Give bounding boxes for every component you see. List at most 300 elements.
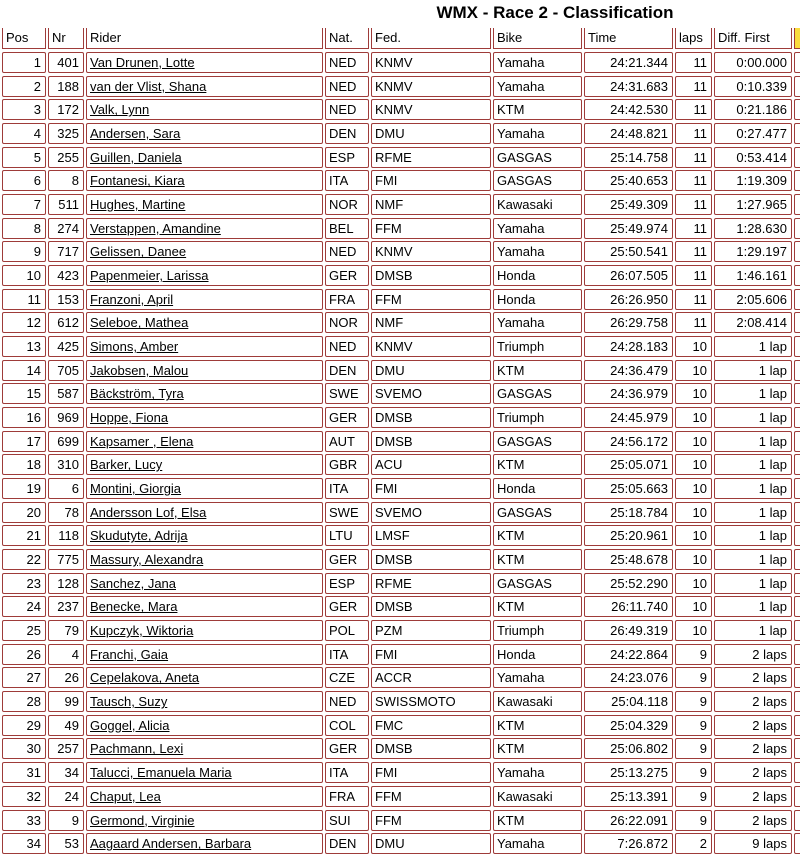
clipped-cell	[794, 123, 800, 144]
cell-fed: ACU	[371, 454, 491, 475]
cell-nr: 401	[48, 52, 84, 73]
cell-pos: 2	[2, 76, 46, 97]
cell-fed: KNMV	[371, 241, 491, 262]
cell-bike: Yamaha	[493, 218, 582, 239]
cell-time: 26:11.740	[584, 596, 673, 617]
cell-laps: 10	[675, 454, 712, 475]
table-row	[2, 810, 800, 831]
table-row	[2, 738, 800, 759]
clipped-cell	[794, 52, 800, 73]
cell-nr: 705	[48, 360, 84, 381]
cell-diff: 1 lap	[714, 620, 792, 641]
cell-rider: Massury, Alexandra	[86, 549, 323, 570]
clipped-cell	[794, 833, 800, 854]
cell-laps: 10	[675, 596, 712, 617]
table-row	[2, 241, 800, 262]
cell-time: 24:45.979	[584, 407, 673, 428]
cell-fed: RFME	[371, 573, 491, 594]
cell-pos: 27	[2, 667, 46, 688]
cell-nat: POL	[325, 620, 369, 641]
cell-diff: 1 lap	[714, 525, 792, 546]
cell-time: 7:26.872	[584, 833, 673, 854]
cell-rider: Skudutyte, Adrija	[86, 525, 323, 546]
cell-bike: Honda	[493, 644, 582, 665]
cell-nat: LTU	[325, 525, 369, 546]
cell-nr: 325	[48, 123, 84, 144]
cell-time: 25:04.329	[584, 715, 673, 736]
cell-laps: 10	[675, 407, 712, 428]
cell-nat: FRA	[325, 289, 369, 310]
cell-nr: 612	[48, 312, 84, 333]
table-row	[2, 454, 800, 475]
cell-bike: Honda	[493, 265, 582, 286]
cell-nr: 49	[48, 715, 84, 736]
cell-nat: GER	[325, 265, 369, 286]
cell-pos: 14	[2, 360, 46, 381]
cell-time: 26:07.505	[584, 265, 673, 286]
table-row	[2, 383, 800, 404]
clipped-cell	[794, 312, 800, 333]
cell-fed: FFM	[371, 218, 491, 239]
cell-nr: 53	[48, 833, 84, 854]
table-row	[2, 336, 800, 357]
cell-diff: 0:00.000	[714, 52, 792, 73]
cell-nr: 6	[48, 478, 84, 499]
cell-bike: Honda	[493, 289, 582, 310]
cell-pos: 29	[2, 715, 46, 736]
cell-pos: 18	[2, 454, 46, 475]
clipped-cell	[794, 715, 800, 736]
cell-bike: Yamaha	[493, 762, 582, 783]
table-row	[2, 123, 800, 144]
cell-diff: 1:19.309	[714, 170, 792, 191]
table-row	[2, 407, 800, 428]
table-row	[2, 289, 800, 310]
cell-time: 24:22.864	[584, 644, 673, 665]
cell-time: 24:28.183	[584, 336, 673, 357]
cell-rider: Hoppe, Fiona	[86, 407, 323, 428]
cell-time: 24:31.683	[584, 76, 673, 97]
column-header-nat: Nat.	[325, 28, 369, 49]
cell-pos: 4	[2, 123, 46, 144]
cell-nat: GER	[325, 738, 369, 759]
cell-nr: 423	[48, 265, 84, 286]
cell-bike: Yamaha	[493, 667, 582, 688]
cell-nat: CZE	[325, 667, 369, 688]
clipped-cell	[794, 810, 800, 831]
cell-laps: 10	[675, 549, 712, 570]
table-row	[2, 525, 800, 546]
column-header-rider: Rider	[86, 28, 323, 49]
column-header-time: Time	[584, 28, 673, 49]
cell-nr: 172	[48, 99, 84, 120]
cell-fed: NMF	[371, 194, 491, 215]
cell-time: 25:18.784	[584, 502, 673, 523]
cell-diff: 2 laps	[714, 691, 792, 712]
cell-bike: KTM	[493, 715, 582, 736]
column-header-diff: Diff. First	[714, 28, 792, 49]
cell-laps: 11	[675, 265, 712, 286]
cell-pos: 1	[2, 52, 46, 73]
cell-fed: DMSB	[371, 265, 491, 286]
cell-fed: DMSB	[371, 431, 491, 452]
cell-bike: Yamaha	[493, 241, 582, 262]
clipped-cell	[794, 99, 800, 120]
cell-laps: 11	[675, 218, 712, 239]
table-row	[2, 762, 800, 783]
table-row	[2, 431, 800, 452]
clipped-cell	[794, 549, 800, 570]
cell-rider: Papenmeier, Larissa	[86, 265, 323, 286]
cell-bike: Yamaha	[493, 76, 582, 97]
cell-fed: SWISSMOTO	[371, 691, 491, 712]
cell-bike: Kawasaki	[493, 194, 582, 215]
table-row	[2, 644, 800, 665]
cell-fed: FMI	[371, 644, 491, 665]
cell-time: 25:14.758	[584, 147, 673, 168]
cell-nat: GER	[325, 549, 369, 570]
cell-rider: Goggel, Alicia	[86, 715, 323, 736]
cell-fed: FFM	[371, 289, 491, 310]
cell-time: 25:04.118	[584, 691, 673, 712]
cell-pos: 5	[2, 147, 46, 168]
cell-bike: GASGAS	[493, 431, 582, 452]
cell-diff: 1:46.161	[714, 265, 792, 286]
cell-rider: Tausch, Suzy	[86, 691, 323, 712]
cell-bike: KTM	[493, 99, 582, 120]
cell-pos: 33	[2, 810, 46, 831]
cell-fed: DMSB	[371, 407, 491, 428]
cell-nat: ESP	[325, 573, 369, 594]
results-table	[2, 28, 800, 854]
cell-rider: van der Vlist, Shana	[86, 76, 323, 97]
cell-time: 25:13.391	[584, 786, 673, 807]
column-header-nr: Nr	[48, 28, 84, 49]
cell-pos: 31	[2, 762, 46, 783]
cell-fed: KNMV	[371, 52, 491, 73]
cell-rider: Kupczyk, Wiktoria	[86, 620, 323, 641]
cell-nr: 255	[48, 147, 84, 168]
cell-nat: DEN	[325, 360, 369, 381]
cell-laps: 10	[675, 502, 712, 523]
cell-diff: 1 lap	[714, 407, 792, 428]
cell-bike: Yamaha	[493, 52, 582, 73]
cell-diff: 1 lap	[714, 360, 792, 381]
cell-nat: NED	[325, 241, 369, 262]
cell-nr: 587	[48, 383, 84, 404]
cell-time: 24:36.979	[584, 383, 673, 404]
cell-fed: SVEMO	[371, 383, 491, 404]
cell-laps: 10	[675, 620, 712, 641]
table-row	[2, 52, 800, 73]
clipped-column-header	[794, 28, 800, 49]
cell-diff: 2 laps	[714, 715, 792, 736]
cell-diff: 2 laps	[714, 667, 792, 688]
cell-laps: 11	[675, 312, 712, 333]
cell-fed: DMU	[371, 833, 491, 854]
cell-nat: NED	[325, 52, 369, 73]
cell-rider: Jakobsen, Malou	[86, 360, 323, 381]
cell-time: 24:56.172	[584, 431, 673, 452]
cell-time: 25:05.663	[584, 478, 673, 499]
clipped-cell	[794, 76, 800, 97]
cell-pos: 11	[2, 289, 46, 310]
cell-fed: RFME	[371, 147, 491, 168]
cell-laps: 9	[675, 810, 712, 831]
table-row	[2, 76, 800, 97]
cell-laps: 11	[675, 194, 712, 215]
cell-rider: Franzoni, April	[86, 289, 323, 310]
clipped-cell	[794, 573, 800, 594]
cell-time: 24:42.530	[584, 99, 673, 120]
cell-pos: 13	[2, 336, 46, 357]
cell-diff: 9 laps	[714, 833, 792, 854]
cell-nat: FRA	[325, 786, 369, 807]
cell-bike: KTM	[493, 525, 582, 546]
table-row	[2, 715, 800, 736]
cell-pos: 10	[2, 265, 46, 286]
cell-rider: Bäckström, Tyra	[86, 383, 323, 404]
cell-diff: 0:10.339	[714, 76, 792, 97]
cell-rider: Simons, Amber	[86, 336, 323, 357]
cell-rider: Gelissen, Danee	[86, 241, 323, 262]
clipped-cell	[794, 336, 800, 357]
cell-time: 26:49.319	[584, 620, 673, 641]
table-body	[2, 52, 800, 854]
cell-bike: KTM	[493, 454, 582, 475]
cell-diff: 2 laps	[714, 810, 792, 831]
cell-pos: 17	[2, 431, 46, 452]
clipped-cell	[794, 454, 800, 475]
cell-nat: ITA	[325, 478, 369, 499]
table-row	[2, 786, 800, 807]
cell-nr: 9	[48, 810, 84, 831]
clipped-cell	[794, 525, 800, 546]
cell-rider: Van Drunen, Lotte	[86, 52, 323, 73]
cell-pos: 16	[2, 407, 46, 428]
cell-time: 25:13.275	[584, 762, 673, 783]
cell-rider: Seleboe, Mathea	[86, 312, 323, 333]
clipped-cell	[794, 762, 800, 783]
cell-rider: Andersen, Sara	[86, 123, 323, 144]
cell-time: 26:29.758	[584, 312, 673, 333]
clipped-cell	[794, 289, 800, 310]
cell-rider: Aagaard Andersen, Barbara	[86, 833, 323, 854]
column-header-bike: Bike	[493, 28, 582, 49]
cell-rider: Germond, Virginie	[86, 810, 323, 831]
cell-time: 25:52.290	[584, 573, 673, 594]
cell-bike: GASGAS	[493, 502, 582, 523]
clipped-cell	[794, 596, 800, 617]
cell-rider: Verstappen, Amandine	[86, 218, 323, 239]
table-row	[2, 573, 800, 594]
cell-pos: 25	[2, 620, 46, 641]
cell-laps: 10	[675, 383, 712, 404]
cell-nat: ITA	[325, 762, 369, 783]
cell-pos: 6	[2, 170, 46, 191]
cell-nr: 99	[48, 691, 84, 712]
cell-rider: Hughes, Martine	[86, 194, 323, 215]
cell-nat: NOR	[325, 312, 369, 333]
clipped-cell	[794, 265, 800, 286]
cell-time: 26:26.950	[584, 289, 673, 310]
cell-nr: 118	[48, 525, 84, 546]
cell-laps: 11	[675, 76, 712, 97]
clipped-cell	[794, 170, 800, 191]
clipped-cell	[794, 241, 800, 262]
cell-bike: GASGAS	[493, 383, 582, 404]
cell-pos: 19	[2, 478, 46, 499]
cell-pos: 15	[2, 383, 46, 404]
cell-fed: FMC	[371, 715, 491, 736]
cell-fed: DMSB	[371, 738, 491, 759]
cell-rider: Andersson Lof, Elsa	[86, 502, 323, 523]
table-row	[2, 833, 800, 854]
cell-diff: 2 laps	[714, 738, 792, 759]
cell-nr: 78	[48, 502, 84, 523]
table-row	[2, 312, 800, 333]
cell-time: 24:48.821	[584, 123, 673, 144]
clipped-cell	[794, 620, 800, 641]
cell-nat: SWE	[325, 502, 369, 523]
cell-diff: 2 laps	[714, 644, 792, 665]
cell-diff: 2:08.414	[714, 312, 792, 333]
cell-diff: 1 lap	[714, 549, 792, 570]
cell-fed: KNMV	[371, 76, 491, 97]
cell-fed: NMF	[371, 312, 491, 333]
cell-nr: 24	[48, 786, 84, 807]
cell-nr: 699	[48, 431, 84, 452]
cell-rider: Cepelakova, Aneta	[86, 667, 323, 688]
cell-nat: DEN	[325, 833, 369, 854]
cell-diff: 1:29.197	[714, 241, 792, 262]
cell-nr: 969	[48, 407, 84, 428]
cell-nr: 26	[48, 667, 84, 688]
cell-fed: ACCR	[371, 667, 491, 688]
cell-bike: KTM	[493, 360, 582, 381]
cell-diff: 1 lap	[714, 502, 792, 523]
cell-time: 25:48.678	[584, 549, 673, 570]
cell-laps: 10	[675, 360, 712, 381]
cell-rider: Sanchez, Jana	[86, 573, 323, 594]
cell-fed: FMI	[371, 170, 491, 191]
cell-fed: FMI	[371, 478, 491, 499]
table-row	[2, 170, 800, 191]
cell-bike: GASGAS	[493, 573, 582, 594]
cell-rider: Valk, Lynn	[86, 99, 323, 120]
cell-nat: NED	[325, 99, 369, 120]
cell-nat: BEL	[325, 218, 369, 239]
cell-time: 25:50.541	[584, 241, 673, 262]
column-header-fed: Fed.	[371, 28, 491, 49]
cell-nat: NED	[325, 691, 369, 712]
cell-bike: Yamaha	[493, 312, 582, 333]
cell-fed: PZM	[371, 620, 491, 641]
table-row	[2, 194, 800, 215]
cell-nat: NED	[325, 336, 369, 357]
table-row	[2, 218, 800, 239]
cell-rider: Benecke, Mara	[86, 596, 323, 617]
cell-pos: 32	[2, 786, 46, 807]
column-header-pos: Pos	[2, 28, 46, 49]
clipped-cell	[794, 218, 800, 239]
cell-nr: 188	[48, 76, 84, 97]
cell-nat: SUI	[325, 810, 369, 831]
cell-pos: 20	[2, 502, 46, 523]
cell-nat: DEN	[325, 123, 369, 144]
table-row	[2, 99, 800, 120]
cell-nr: 775	[48, 549, 84, 570]
cell-nat: ITA	[325, 170, 369, 191]
cell-nr: 274	[48, 218, 84, 239]
cell-time: 25:20.961	[584, 525, 673, 546]
cell-laps: 10	[675, 431, 712, 452]
cell-laps: 11	[675, 147, 712, 168]
cell-laps: 11	[675, 289, 712, 310]
cell-pos: 28	[2, 691, 46, 712]
cell-diff: 1 lap	[714, 596, 792, 617]
cell-fed: DMU	[371, 123, 491, 144]
cell-rider: Fontanesi, Kiara	[86, 170, 323, 191]
cell-fed: DMSB	[371, 596, 491, 617]
cell-laps: 10	[675, 478, 712, 499]
clipped-cell	[794, 738, 800, 759]
clipped-cell	[794, 502, 800, 523]
cell-diff: 1 lap	[714, 431, 792, 452]
cell-rider: Pachmann, Lexi	[86, 738, 323, 759]
cell-pos: 7	[2, 194, 46, 215]
cell-pos: 26	[2, 644, 46, 665]
cell-pos: 34	[2, 833, 46, 854]
cell-nat: SWE	[325, 383, 369, 404]
cell-pos: 12	[2, 312, 46, 333]
cell-nat: COL	[325, 715, 369, 736]
cell-bike: Triumph	[493, 620, 582, 641]
cell-diff: 1:27.965	[714, 194, 792, 215]
cell-nat: NOR	[325, 194, 369, 215]
cell-fed: SVEMO	[371, 502, 491, 523]
cell-time: 25:05.071	[584, 454, 673, 475]
cell-bike: Yamaha	[493, 123, 582, 144]
cell-nr: 34	[48, 762, 84, 783]
cell-laps: 9	[675, 762, 712, 783]
cell-fed: DMU	[371, 360, 491, 381]
cell-nat: ITA	[325, 644, 369, 665]
cell-nat: ESP	[325, 147, 369, 168]
cell-fed: FMI	[371, 762, 491, 783]
cell-time: 25:40.653	[584, 170, 673, 191]
column-header-laps: laps	[675, 28, 712, 49]
cell-rider: Talucci, Emanuela Maria	[86, 762, 323, 783]
cell-rider: Montini, Giorgia	[86, 478, 323, 499]
cell-diff: 1 lap	[714, 454, 792, 475]
table-row	[2, 549, 800, 570]
cell-time: 25:06.802	[584, 738, 673, 759]
cell-diff: 0:53.414	[714, 147, 792, 168]
cell-time: 24:21.344	[584, 52, 673, 73]
clipped-cell	[794, 786, 800, 807]
cell-pos: 30	[2, 738, 46, 759]
cell-time: 24:36.479	[584, 360, 673, 381]
cell-diff: 1 lap	[714, 383, 792, 404]
cell-time: 24:23.076	[584, 667, 673, 688]
cell-nr: 128	[48, 573, 84, 594]
cell-diff: 2:05.606	[714, 289, 792, 310]
clipped-cell	[794, 478, 800, 499]
cell-pos: 3	[2, 99, 46, 120]
cell-nr: 153	[48, 289, 84, 310]
cell-laps: 9	[675, 715, 712, 736]
